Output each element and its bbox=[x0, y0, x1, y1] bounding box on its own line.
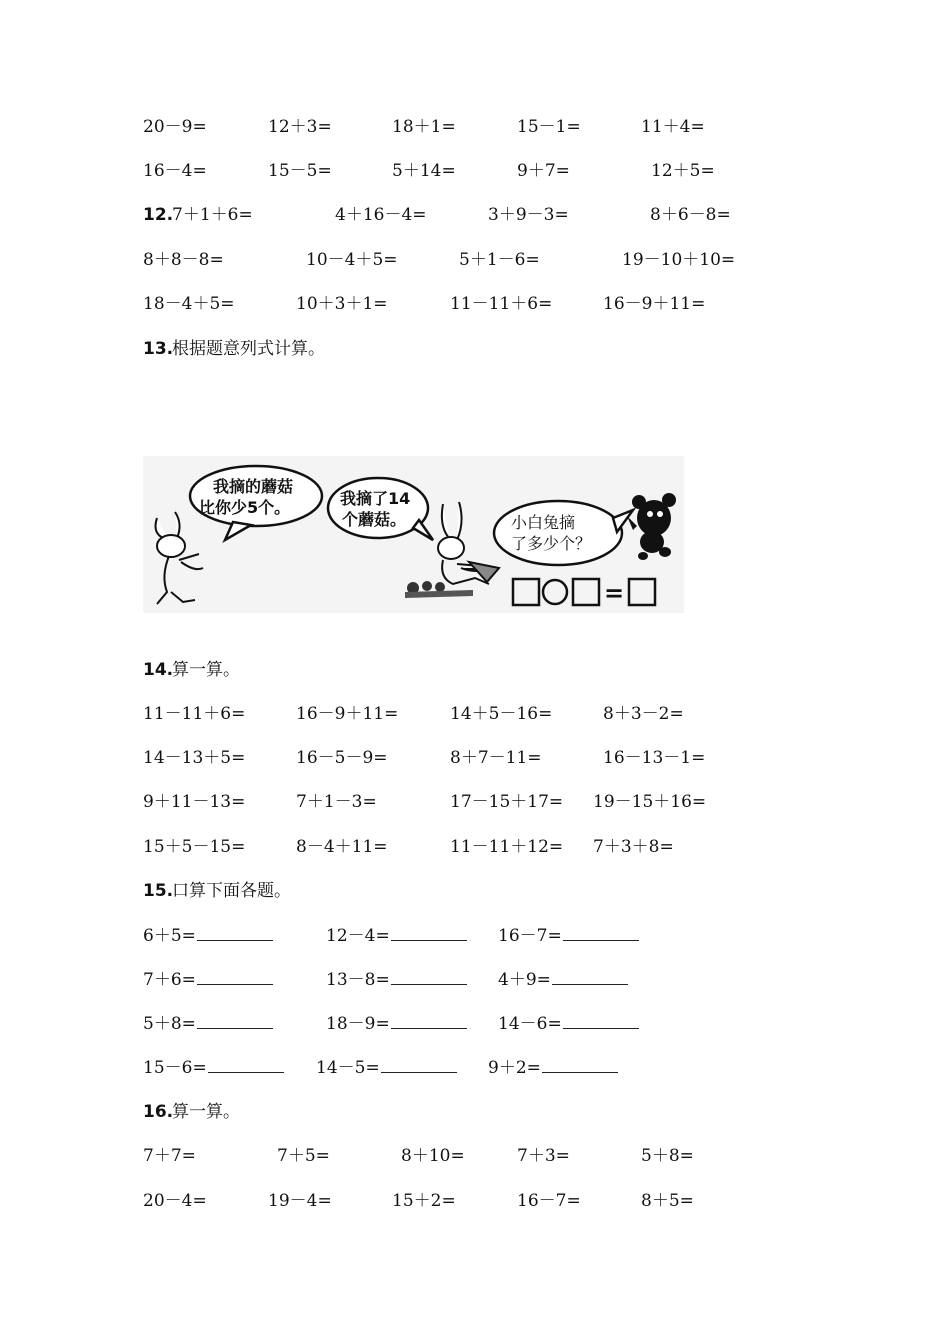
problem-with-blank bbox=[316, 1056, 457, 1080]
q16-row bbox=[0, 1189, 950, 1213]
q12-row bbox=[0, 248, 950, 272]
problem: 10－4＋5= bbox=[306, 250, 398, 270]
problem: 16－7= bbox=[517, 1191, 581, 1211]
problem: 5＋1－6= bbox=[459, 250, 540, 270]
q12-row bbox=[0, 203, 950, 227]
problem: 19－15＋16= bbox=[593, 792, 707, 812]
problem: 15－6= bbox=[143, 1058, 207, 1078]
answer-blank[interactable] bbox=[391, 924, 467, 941]
problem-with-blank bbox=[326, 924, 467, 948]
question-number: 13. bbox=[143, 339, 174, 359]
q14-heading bbox=[0, 658, 950, 682]
problem: 14－6= bbox=[498, 1014, 562, 1034]
problem: 12－4= bbox=[326, 926, 390, 946]
q14-row bbox=[0, 790, 950, 814]
problem-with-blank bbox=[143, 924, 273, 948]
problem-with-blank bbox=[488, 1056, 618, 1080]
problem: 7＋6= bbox=[143, 970, 196, 990]
question-title: 算一算。 bbox=[172, 1102, 240, 1122]
problem: 13－8= bbox=[326, 970, 390, 990]
answer-blank[interactable] bbox=[381, 1056, 457, 1073]
problem: 9＋7= bbox=[517, 161, 570, 181]
problem: 7＋7= bbox=[143, 1146, 196, 1166]
problem: 8＋3－2= bbox=[603, 704, 684, 724]
problem-row bbox=[0, 115, 950, 139]
problem: 20－4= bbox=[143, 1191, 207, 1211]
problem: 10＋3＋1= bbox=[296, 294, 388, 314]
problem: 4＋9= bbox=[498, 970, 551, 990]
problem: 8＋10= bbox=[401, 1146, 465, 1166]
problem: 18－4＋5= bbox=[143, 294, 235, 314]
q16-row bbox=[0, 1144, 950, 1168]
rabbits-bear-illustration bbox=[143, 456, 684, 613]
problem: 14－13＋5= bbox=[143, 748, 246, 768]
problem: 17－15＋17= bbox=[450, 792, 564, 812]
problem-with-blank bbox=[326, 968, 467, 992]
bubble-3-line-2: 了多少个？ bbox=[511, 534, 592, 553]
bubble-2-line-1: 我摘了14 bbox=[340, 489, 411, 508]
bubble-1-line-2: 比你少5个。 bbox=[199, 498, 291, 517]
problem: 7＋1－3= bbox=[296, 792, 377, 812]
question-number: 15. bbox=[143, 881, 174, 901]
answer-blank[interactable] bbox=[552, 968, 628, 985]
problem-row bbox=[0, 159, 950, 183]
q15-row bbox=[0, 1056, 950, 1080]
problem: 5＋14= bbox=[392, 161, 456, 181]
problem: 15＋5－15= bbox=[143, 837, 246, 857]
q14-row bbox=[0, 746, 950, 770]
question-title: 口算下面各题。 bbox=[172, 881, 291, 901]
answer-blank[interactable] bbox=[197, 924, 273, 941]
problem: 16－9＋11= bbox=[603, 294, 706, 314]
problem: 16－9＋11= bbox=[296, 704, 399, 724]
problem: 15－5= bbox=[268, 161, 332, 181]
q13-heading bbox=[0, 337, 950, 361]
problem: 8＋6－8= bbox=[650, 205, 731, 225]
problem: 3＋9－3= bbox=[488, 205, 569, 225]
answer-blank[interactable] bbox=[208, 1056, 284, 1073]
answer-blank[interactable] bbox=[391, 1012, 467, 1029]
problem: 7＋3＋8= bbox=[593, 837, 674, 857]
problem: 14－5= bbox=[316, 1058, 380, 1078]
q15-row bbox=[0, 924, 950, 948]
problem: 8－4＋11= bbox=[296, 837, 388, 857]
problem-with-blank bbox=[143, 968, 273, 992]
problem: 15＋2= bbox=[392, 1191, 456, 1211]
bubble-1-line-1: 我摘的蘑菇 bbox=[213, 477, 294, 496]
problem: 6＋5= bbox=[143, 926, 196, 946]
problem-with-blank bbox=[498, 924, 639, 948]
problem: 16－13－1= bbox=[603, 748, 706, 768]
problem: 16－5－9= bbox=[296, 748, 388, 768]
illustration-svg bbox=[143, 456, 684, 613]
problem: 5＋8= bbox=[143, 1014, 196, 1034]
problem-with-blank bbox=[498, 1012, 639, 1036]
problem: 14＋5－16= bbox=[450, 704, 553, 724]
answer-blank[interactable] bbox=[197, 968, 273, 985]
problem-with-blank bbox=[143, 1012, 273, 1036]
problem: 11－11＋6= bbox=[450, 294, 553, 314]
problem: 18－9= bbox=[326, 1014, 390, 1034]
problem: 5＋8= bbox=[641, 1146, 694, 1166]
problem: 8＋7－11= bbox=[450, 748, 542, 768]
problem: 12＋5= bbox=[651, 161, 715, 181]
problem: 19－4= bbox=[268, 1191, 332, 1211]
problem: 7＋1＋6= bbox=[172, 205, 253, 225]
problem: 11－11＋12= bbox=[450, 837, 564, 857]
q15-heading bbox=[0, 879, 950, 903]
problem: 12＋3= bbox=[268, 117, 332, 137]
q12-row bbox=[0, 292, 950, 316]
q14-row bbox=[0, 835, 950, 859]
answer-blank[interactable] bbox=[197, 1012, 273, 1029]
problem: 11－11＋6= bbox=[143, 704, 246, 724]
q14-row bbox=[0, 702, 950, 726]
problem: 4＋16－4= bbox=[335, 205, 427, 225]
q15-row bbox=[0, 968, 950, 992]
problem-with-blank bbox=[498, 968, 628, 992]
answer-blank[interactable] bbox=[563, 1012, 639, 1029]
speech-bubble-1 bbox=[190, 466, 322, 526]
problem: 18＋1= bbox=[392, 117, 456, 137]
question-number: 16. bbox=[143, 1102, 174, 1122]
answer-blank[interactable] bbox=[391, 968, 467, 985]
problem: 7＋5= bbox=[277, 1146, 330, 1166]
problem: 7＋3= bbox=[517, 1146, 570, 1166]
problem: 8＋5= bbox=[641, 1191, 694, 1211]
bubble-2-line-2: 个蘑菇。 bbox=[342, 510, 407, 529]
problem: 9＋11－13= bbox=[143, 792, 246, 812]
problem-with-blank bbox=[143, 1056, 284, 1080]
equals-sign: = bbox=[604, 579, 625, 607]
answer-blank[interactable] bbox=[542, 1056, 618, 1073]
question-number: 12. bbox=[143, 205, 174, 225]
problem: 8＋8－8= bbox=[143, 250, 224, 270]
q16-heading bbox=[0, 1100, 950, 1124]
problem: 19－10＋10= bbox=[622, 250, 736, 270]
problem: 16－4= bbox=[143, 161, 207, 181]
question-title: 算一算。 bbox=[172, 660, 240, 680]
problem: 15－1= bbox=[517, 117, 581, 137]
speech-bubble-3 bbox=[494, 501, 622, 565]
problem: 20－9= bbox=[143, 117, 207, 137]
problem: 16－7= bbox=[498, 926, 562, 946]
bubble-3-line-1: 小白兔摘 bbox=[511, 513, 576, 532]
q15-row bbox=[0, 1012, 950, 1036]
question-number: 14. bbox=[143, 660, 174, 680]
question-title: 根据题意列式计算。 bbox=[172, 339, 325, 359]
problem: 9＋2= bbox=[488, 1058, 541, 1078]
problem-with-blank bbox=[326, 1012, 467, 1036]
answer-blank[interactable] bbox=[563, 924, 639, 941]
problem: 11＋4= bbox=[641, 117, 705, 137]
